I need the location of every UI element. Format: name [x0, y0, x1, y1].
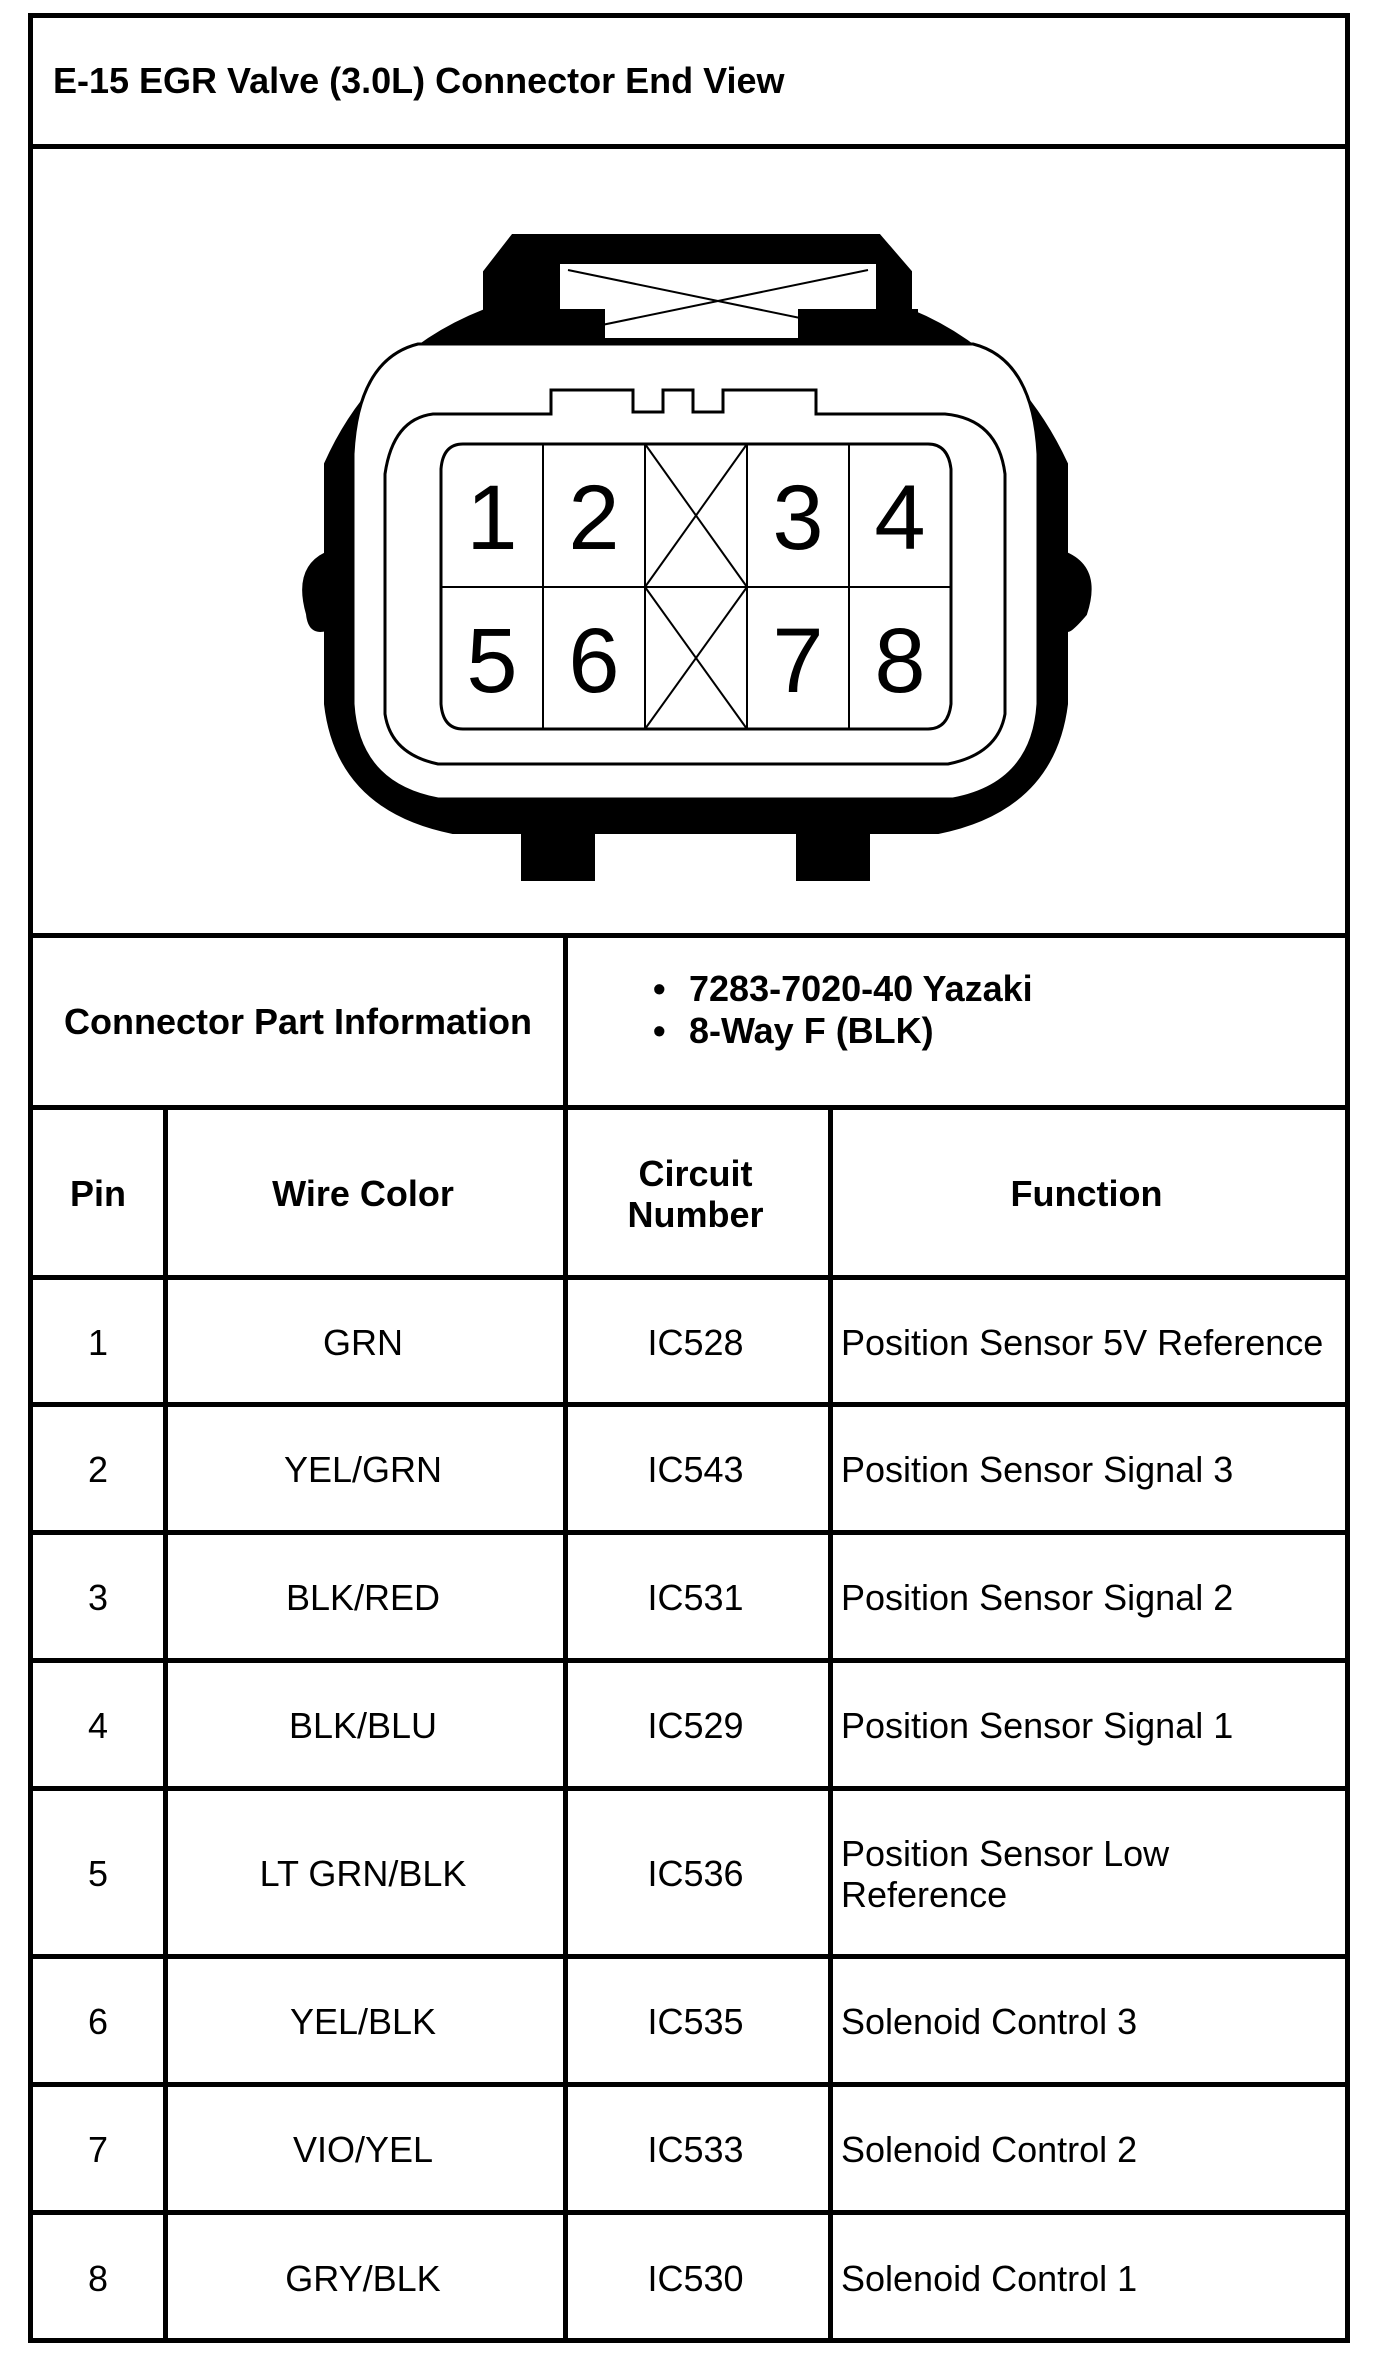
pin-label-1: 1: [466, 467, 518, 569]
cell-wire-color: YEL/GRN: [283, 1449, 443, 1491]
connector-end-view-diagram: [33, 144, 1345, 933]
divider: [563, 1405, 568, 1533]
pin-label-6: 6: [568, 610, 620, 712]
cell-circuit-number: IC528: [647, 1321, 744, 1363]
cell-pin: 3: [87, 1577, 109, 1619]
part-info-label: Connector Part Information: [63, 1000, 533, 1042]
pin-label-3: 3: [772, 467, 824, 569]
divider: [828, 2085, 833, 2213]
header-pin: Pin: [69, 1173, 126, 1215]
cell-wire-color: BLK/RED: [285, 1577, 441, 1619]
connector-table-frame: [28, 13, 1350, 2343]
pin-label-4: 4: [874, 467, 926, 569]
pin-label-2: 2: [568, 467, 620, 569]
part-info-item: • 8-Way F (BLK): [653, 1010, 934, 1051]
divider: [828, 1278, 833, 1405]
divider: [563, 2213, 568, 2343]
cell-pin: 2: [87, 1449, 109, 1491]
divider: [828, 1661, 833, 1789]
header-wire-color: Wire Color: [272, 1173, 454, 1215]
divider: [163, 2085, 168, 2213]
cell-function: Position Sensor Signal 2: [841, 1577, 1234, 1619]
divider: [163, 1957, 168, 2085]
divider: [828, 1789, 833, 1957]
cell-circuit-number: IC535: [647, 2001, 744, 2043]
pin-label-7: 7: [772, 610, 824, 712]
divider: [563, 1957, 568, 2085]
part-info-list: [653, 968, 1033, 1052]
pin-label-5: 5: [466, 610, 518, 712]
divider: [563, 1789, 568, 1957]
part-info-item: • 7283-7020-40 Yazaki: [653, 968, 1033, 1009]
cell-circuit-number: IC529: [647, 1705, 744, 1747]
cell-pin: 8: [87, 2258, 109, 2300]
cell-pin: 5: [87, 1853, 109, 1895]
cell-function: Position Sensor 5V Reference: [841, 1321, 1324, 1363]
cell-circuit-number: IC531: [647, 1577, 744, 1619]
divider: [163, 2213, 168, 2343]
divider: [828, 1533, 833, 1661]
cell-function: Position Sensor Signal 1: [841, 1705, 1234, 1747]
header-circuit-number: Circuit Number: [627, 1152, 764, 1235]
divider: [828, 1957, 833, 2085]
divider: [828, 1110, 833, 1278]
divider: [163, 1789, 168, 1957]
cell-wire-color: LT GRN/BLK: [259, 1853, 467, 1895]
divider: [828, 1405, 833, 1533]
cell-pin: 7: [87, 2129, 109, 2171]
divider: [163, 1110, 168, 1278]
cell-function: Solenoid Control 3: [841, 2001, 1138, 2043]
divider: [563, 1533, 568, 1661]
cell-wire-color: GRY/BLK: [285, 2258, 441, 2300]
divider: [563, 1110, 568, 1278]
cell-wire-color: VIO/YEL: [292, 2129, 434, 2171]
divider: [563, 1661, 568, 1789]
header-function: Function: [1010, 1173, 1163, 1215]
cell-circuit-number: IC543: [647, 1449, 744, 1491]
divider: [163, 1278, 168, 1405]
cell-pin: 1: [87, 1321, 109, 1363]
cell-wire-color: YEL/BLK: [289, 2001, 437, 2043]
pin-label-8: 8: [874, 610, 926, 712]
cell-wire-color: GRN: [323, 1321, 403, 1363]
cell-wire-color: BLK/BLU: [288, 1705, 438, 1747]
page-title: E-15 EGR Valve (3.0L) Connector End View: [53, 60, 785, 101]
divider: [163, 1533, 168, 1661]
cell-circuit-number: IC536: [647, 1853, 744, 1895]
divider: [163, 1661, 168, 1789]
cell-circuit-number: IC530: [647, 2258, 744, 2300]
cell-function: Solenoid Control 1: [841, 2258, 1138, 2300]
divider: [563, 938, 568, 1105]
divider: [163, 1405, 168, 1533]
divider: [563, 2085, 568, 2213]
cell-function: Solenoid Control 2: [841, 2129, 1138, 2171]
cell-pin: 4: [87, 1705, 109, 1747]
cell-function: Position Sensor Signal 3: [841, 1449, 1234, 1491]
cell-circuit-number: IC533: [647, 2129, 744, 2171]
cell-pin: 6: [87, 2001, 109, 2043]
divider: [828, 2213, 833, 2343]
divider: [563, 1278, 568, 1405]
cell-function: Position Sensor Low Reference: [841, 1832, 1170, 1915]
